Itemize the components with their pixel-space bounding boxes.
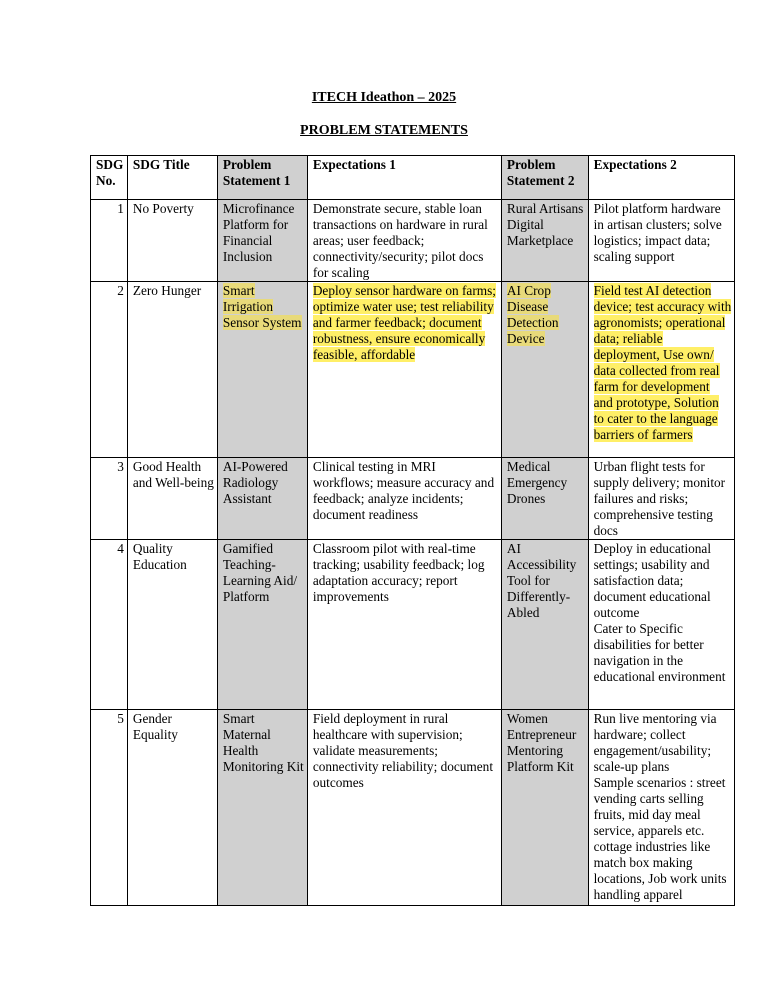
sdg-title: Quality Education	[127, 540, 217, 710]
expectations-1: Deploy sensor hardware on farms; optimize water use; test reliability and farmer feedback; document robustness, ensure economically feasible, affordable	[312, 283, 496, 362]
problem-statement-1: Smart Irrigation Sensor System	[222, 283, 302, 330]
table-row	[91, 540, 735, 710]
header-problem-statement-2: Problem Statement 2	[501, 156, 588, 200]
sdg-number: 3	[91, 458, 128, 540]
problem-statement-1: Gamified Teaching-Learning Aid/ Platform	[217, 540, 307, 710]
sdg-title: No Poverty	[127, 200, 217, 282]
header-expectations-1: Expectations 1	[307, 156, 501, 200]
table-row	[91, 282, 735, 458]
problem-statement-2: AI Accessibility Tool for Differently-Abled	[501, 540, 588, 710]
table-row	[91, 200, 735, 282]
header-problem-statement-1: Problem Statement 1	[217, 156, 307, 200]
expectations-1: Classroom pilot with real-time tracking; usability feedback; log adaptation accuracy; report improvements	[307, 540, 501, 710]
expectations-2: Urban flight tests for supply delivery; monitor failures and risks; comprehensive testing docs	[588, 458, 734, 540]
expectations-1: Field deployment in rural healthcare with supervision; validate measurements; connectivity reliability; document outcomes	[307, 710, 501, 906]
problem-statement-2: AI Crop Disease Detection Device	[506, 283, 559, 346]
sdg-title: Good Health and Well-being	[127, 458, 217, 540]
table-header-row	[91, 156, 735, 200]
expectations-2: Field test AI detection device; test accuracy with agronomists; operational data; reliable deployment, Use own/ data collected from real farm for development and prototype, Solution to cater to the language barriers of farmers	[593, 283, 732, 442]
sdg-number: 2	[91, 282, 128, 458]
document-subtitle: PROBLEM STATEMENTS	[300, 123, 468, 138]
problem-statement-2: Rural Artisans Digital Marketplace	[501, 200, 588, 282]
sdg-number: 1	[91, 200, 128, 282]
header-sdg-title: SDG Title	[127, 156, 217, 200]
problem-statement-1: Smart Maternal Health Monitoring Kit	[217, 710, 307, 906]
table-row	[91, 710, 735, 906]
header-expectations-2: Expectations 2	[588, 156, 734, 200]
sdg-number: 4	[91, 540, 128, 710]
expectations-2: Pilot platform hardware in artisan clusters; solve logistics; impact data; scaling support	[588, 200, 734, 282]
table-row	[91, 458, 735, 540]
expectations-1: Clinical testing in MRI workflows; measure accuracy and feedback; analyze incidents; document readiness	[307, 458, 501, 540]
document-title: ITECH Ideathon – 2025	[311, 90, 457, 105]
sdg-number: 5	[91, 710, 128, 906]
problem-statement-2: Medical Emergency Drones	[501, 458, 588, 540]
header-sdg-no: SDG No.	[91, 156, 128, 200]
sdg-title: Gender Equality	[127, 710, 217, 906]
expectations-2: Deploy in educational settings; usability and satisfaction data; document educational outcome Cater to Specific disabilities for better navigation in the educational environment	[588, 540, 734, 710]
sdg-title: Zero Hunger	[127, 282, 217, 458]
expectations-1: Demonstrate secure, stable loan transactions on hardware in rural areas; user feedback; connectivity/security; pilot docs for scaling	[307, 200, 501, 282]
problem-statement-1: AI-Powered Radiology Assistant	[217, 458, 307, 540]
problem-statement-2: Women Entrepreneur Mentoring Platform Kit	[501, 710, 588, 906]
problem-statement-1: Microfinance Platform for Financial Inclusion	[217, 200, 307, 282]
problem-statements-table	[90, 155, 735, 906]
expectations-2: Run live mentoring via hardware; collect engagement/usability; scale-up plans Sample scenarios : street vending carts selling fruits, mid day meal service, apparels etc. cottage industries like match box making locations, Job work units handling apparel	[588, 710, 734, 906]
